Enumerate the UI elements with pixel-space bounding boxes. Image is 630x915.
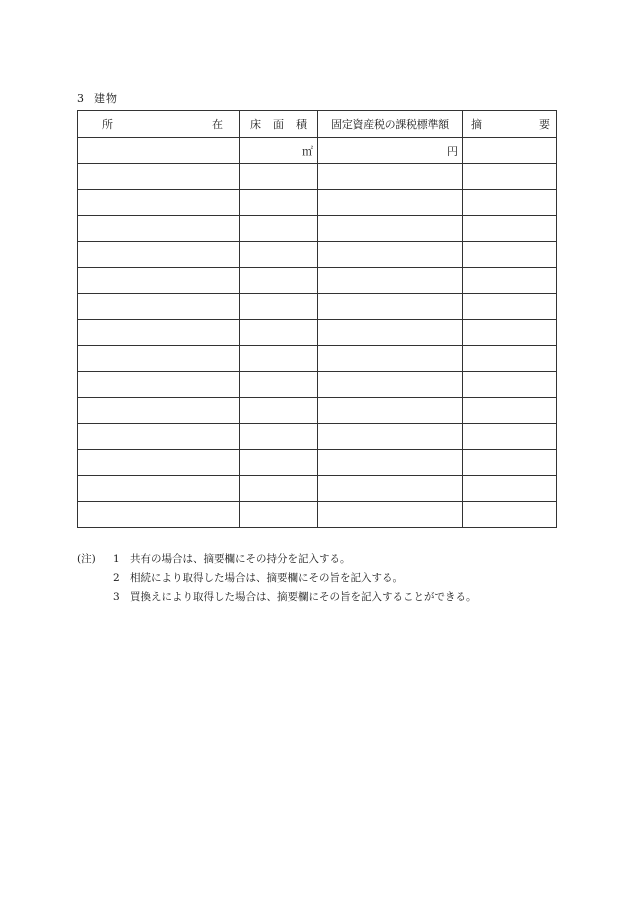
- section-heading: [77, 90, 118, 106]
- cell-remarks[interactable]: [463, 398, 557, 424]
- cell-location[interactable]: [78, 190, 240, 216]
- header-tax-base: 固定資産税の課税標準額: [318, 111, 463, 138]
- cell-tax-base[interactable]: [318, 450, 463, 476]
- cell-tax-base[interactable]: [318, 216, 463, 242]
- cell-floor-area[interactable]: [240, 476, 318, 502]
- table-row: [78, 424, 557, 450]
- cell-location[interactable]: [78, 346, 240, 372]
- unit-yen: 円: [447, 144, 458, 158]
- table-row: [78, 476, 557, 502]
- building-table: [77, 110, 557, 528]
- cell-remarks[interactable]: [463, 138, 557, 164]
- cell-tax-base[interactable]: [318, 502, 463, 528]
- unit-square-meter: ㎡: [302, 144, 313, 158]
- cell-tax-base[interactable]: [318, 346, 463, 372]
- cell-tax-base[interactable]: [318, 138, 463, 164]
- table-row: [78, 450, 557, 476]
- cell-floor-area[interactable]: [240, 502, 318, 528]
- table-row: [78, 164, 557, 190]
- cell-floor-area[interactable]: [240, 450, 318, 476]
- table-row: [78, 216, 557, 242]
- cell-floor-area[interactable]: [240, 398, 318, 424]
- cell-location[interactable]: [78, 476, 240, 502]
- table-row: [78, 502, 557, 528]
- note-text: 共有の場合は、摘要欄にその持分を記入する。: [130, 553, 351, 565]
- notes: [77, 550, 477, 607]
- cell-floor-area[interactable]: [240, 372, 318, 398]
- header-floor-area: 床 面 積: [240, 111, 318, 138]
- cell-remarks[interactable]: [463, 216, 557, 242]
- cell-location[interactable]: [78, 398, 240, 424]
- cell-floor-area[interactable]: [240, 190, 318, 216]
- cell-floor-area[interactable]: [240, 216, 318, 242]
- cell-tax-base[interactable]: [318, 424, 463, 450]
- cell-remarks[interactable]: [463, 320, 557, 346]
- cell-remarks[interactable]: [463, 502, 557, 528]
- note-text: 相続により取得した場合は、摘要欄にその旨を記入する。: [130, 572, 403, 584]
- header-location: 所 在: [78, 111, 240, 138]
- table-row: [78, 372, 557, 398]
- cell-tax-base[interactable]: [318, 398, 463, 424]
- cell-tax-base[interactable]: [318, 294, 463, 320]
- section-title: 建物: [94, 92, 118, 105]
- table-row: [78, 398, 557, 424]
- cell-location[interactable]: [78, 424, 240, 450]
- cell-floor-area[interactable]: [240, 242, 318, 268]
- cell-location[interactable]: [78, 268, 240, 294]
- cell-location[interactable]: [78, 164, 240, 190]
- cell-floor-area[interactable]: [240, 424, 318, 450]
- table-row: [78, 138, 557, 164]
- cell-remarks[interactable]: [463, 242, 557, 268]
- cell-floor-area[interactable]: [240, 320, 318, 346]
- cell-floor-area[interactable]: [240, 138, 318, 164]
- cell-remarks[interactable]: [463, 190, 557, 216]
- table-row: [78, 346, 557, 372]
- table-row: [78, 190, 557, 216]
- note-item: 3 買換えにより取得した場合は、摘要欄にその旨を記入することができる。: [77, 588, 477, 607]
- note-prefix: (注): [77, 553, 96, 565]
- cell-floor-area[interactable]: [240, 268, 318, 294]
- note-text: 買換えにより取得した場合は、摘要欄にその旨を記入することができる。: [130, 591, 477, 603]
- cell-location[interactable]: [78, 502, 240, 528]
- cell-location[interactable]: [78, 450, 240, 476]
- cell-tax-base[interactable]: [318, 242, 463, 268]
- header-remarks: 摘 要: [463, 111, 557, 138]
- table-row: [78, 268, 557, 294]
- cell-remarks[interactable]: [463, 476, 557, 502]
- table-row: [78, 294, 557, 320]
- cell-floor-area[interactable]: [240, 164, 318, 190]
- cell-floor-area[interactable]: [240, 294, 318, 320]
- cell-location[interactable]: [78, 320, 240, 346]
- cell-remarks[interactable]: [463, 372, 557, 398]
- note-item: (注) 1 共有の場合は、摘要欄にその持分を記入する。: [77, 550, 477, 569]
- cell-location[interactable]: [78, 242, 240, 268]
- cell-tax-base[interactable]: [318, 268, 463, 294]
- cell-remarks[interactable]: [463, 268, 557, 294]
- cell-remarks[interactable]: [463, 450, 557, 476]
- cell-location[interactable]: [78, 294, 240, 320]
- cell-tax-base[interactable]: [318, 476, 463, 502]
- cell-remarks[interactable]: [463, 346, 557, 372]
- cell-tax-base[interactable]: [318, 320, 463, 346]
- cell-remarks[interactable]: [463, 424, 557, 450]
- table-row: [78, 242, 557, 268]
- cell-remarks[interactable]: [463, 164, 557, 190]
- table-row: [78, 320, 557, 346]
- note-item: 2 相続により取得した場合は、摘要欄にその旨を記入する。: [77, 569, 477, 588]
- cell-floor-area[interactable]: [240, 346, 318, 372]
- cell-location[interactable]: [78, 216, 240, 242]
- cell-tax-base[interactable]: [318, 164, 463, 190]
- cell-tax-base[interactable]: [318, 372, 463, 398]
- cell-tax-base[interactable]: [318, 190, 463, 216]
- cell-location[interactable]: [78, 138, 240, 164]
- section-number: 3: [77, 92, 85, 105]
- header-row: [78, 111, 557, 138]
- cell-location[interactable]: [78, 372, 240, 398]
- cell-remarks[interactable]: [463, 294, 557, 320]
